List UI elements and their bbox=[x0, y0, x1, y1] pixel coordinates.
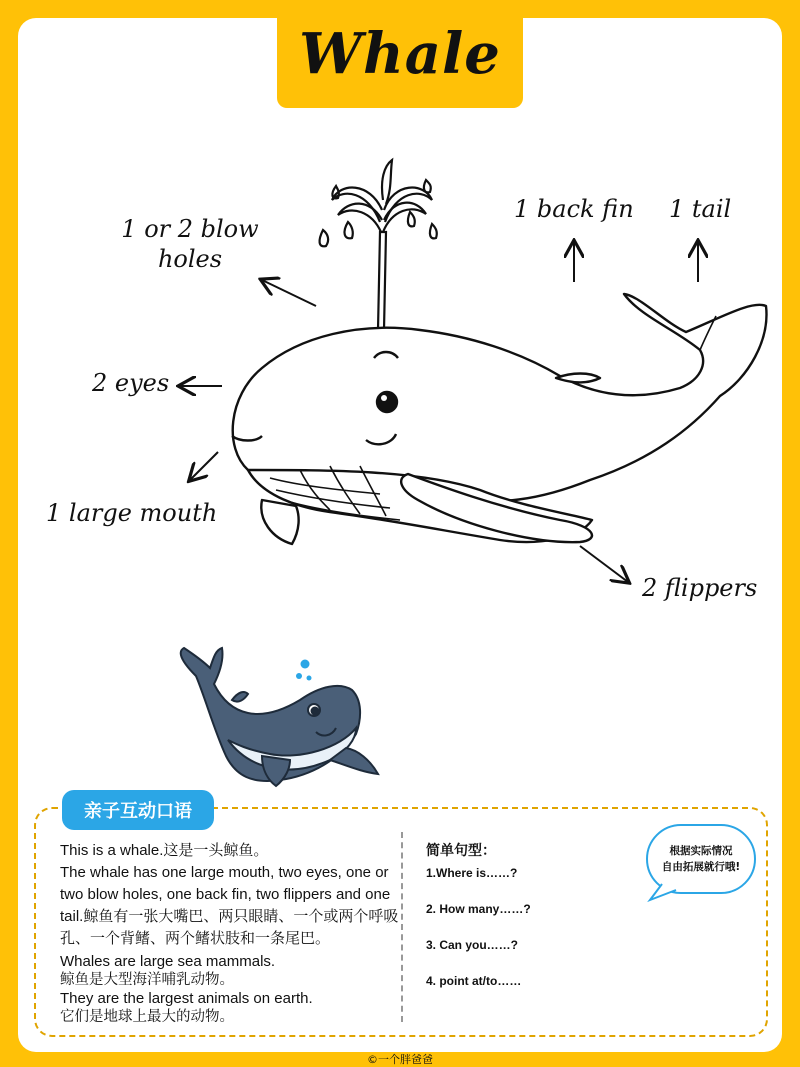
patterns-title: 简单句型： bbox=[426, 842, 496, 858]
bubble-line1: 根据实际情况 bbox=[669, 845, 733, 857]
page-title: Whale bbox=[299, 21, 501, 87]
dialogue-line: 它们是地球上最大的动物。 bbox=[60, 1009, 234, 1025]
dialogue-line: The whale has one large mouth, two eyes, one or two blow holes, one back fin, two flippers and one tail.鲸鱼有一张大嘴巴、两只眼睛、一个或两个呼吸孔、一个背鳍、两个鳍状肢和一条尾巴。 bbox=[60, 864, 399, 947]
pattern-item: 2. How many……? bbox=[426, 902, 531, 916]
label-eyes: 2 eyes bbox=[92, 369, 170, 397]
column-divider bbox=[401, 832, 403, 1022]
dialogue-line: They are the largest animals on earth. bbox=[60, 990, 313, 1007]
speech-bubble bbox=[646, 824, 756, 894]
water-spout-icon bbox=[320, 160, 437, 330]
sentence-patterns bbox=[426, 840, 626, 1010]
pattern-item: 1.Where is……? bbox=[426, 866, 518, 880]
label-tail: 1 tail bbox=[669, 195, 732, 223]
label-blow-holes bbox=[118, 214, 262, 274]
dialogue-line: Whales are large sea mammals. bbox=[60, 953, 276, 970]
pattern-item: 4. point at/to…… bbox=[426, 974, 522, 988]
copyright: ©一个胖爸爸 bbox=[367, 1053, 433, 1066]
label-flippers: 2 flippers bbox=[642, 574, 758, 602]
dialogue-tag: 亲子互动口语 bbox=[62, 790, 214, 830]
label-back-fin: 1 back fin bbox=[514, 195, 634, 223]
dialogue-line: This is a whale.这是一头鲸鱼。 bbox=[60, 842, 269, 859]
label-mouth: 1 large mouth bbox=[46, 499, 218, 527]
water-drops-icon bbox=[296, 660, 312, 681]
whale-outline bbox=[233, 294, 767, 544]
label-blow-holes-line2: holes bbox=[157, 245, 223, 273]
dialogue-text bbox=[60, 840, 400, 1026]
dialogue-line: 鲸鱼是大型海洋哺乳动物。 bbox=[60, 972, 234, 988]
bubble-line2: 自由拓展就行哦! bbox=[661, 861, 741, 873]
cartoon-whale-icon bbox=[181, 648, 378, 786]
pattern-item: 3. Can you……? bbox=[426, 938, 519, 952]
label-blow-holes-line1: 1 or 2 blow bbox=[121, 215, 259, 243]
